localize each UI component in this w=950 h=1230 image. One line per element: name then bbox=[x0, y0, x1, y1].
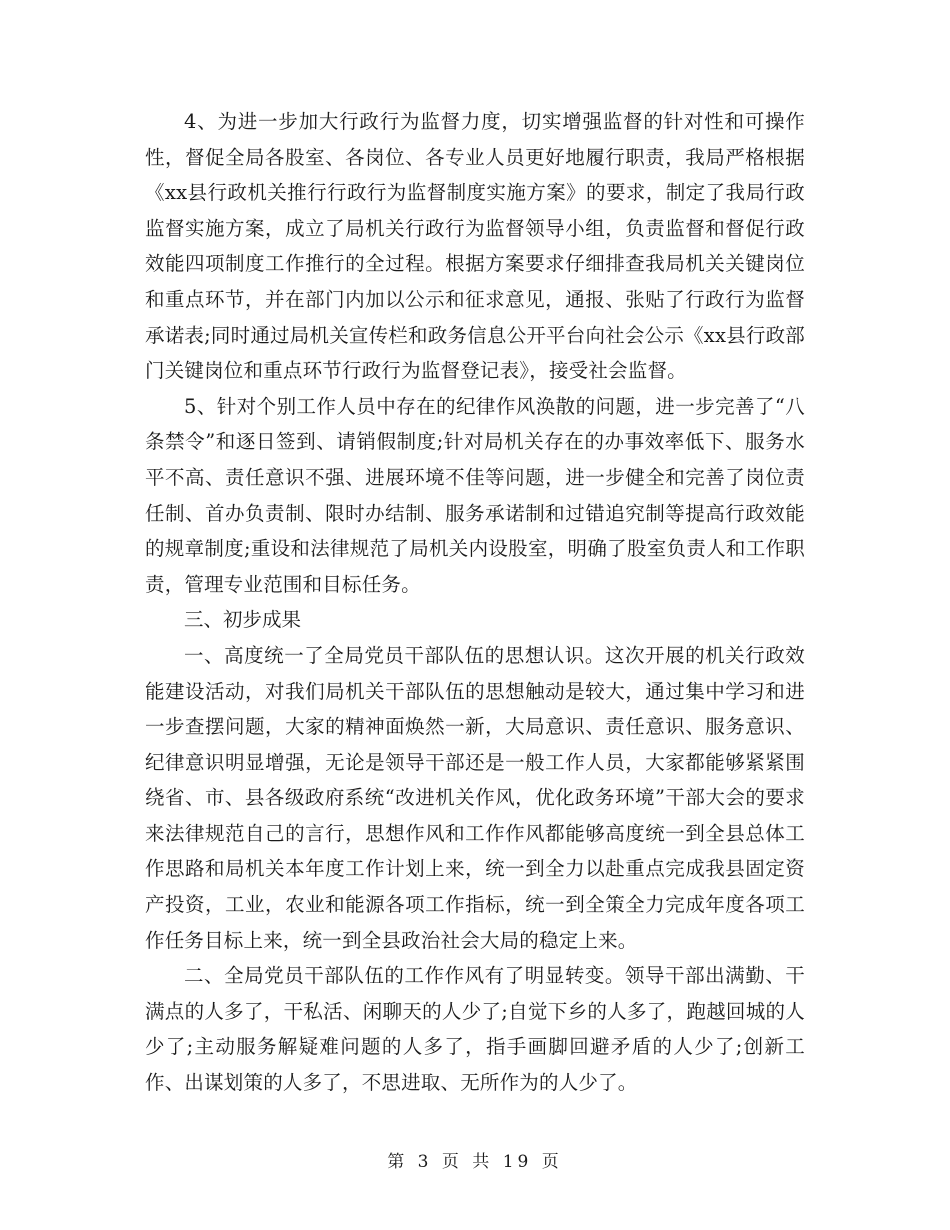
section-heading: 三、初步成果 bbox=[184, 608, 302, 632]
page-footer: 第 3 页 共 19 页 bbox=[387, 1152, 563, 1172]
paragraph-result-2: 二、全局党员干部队伍的工作作风有了明显转变。领导干部出满勤、干满点的人多了，干私活、闲聊天的人少了;自觉下乡的人多了，跑越回城的人少了;主动服务解疑难问题的人多了，指手画脚回避矛盾的人少了;创新工作、出谋划策的人多了，不思进取、无所作为的人少了。 bbox=[145, 964, 805, 1095]
document-page bbox=[145, 104, 805, 1101]
paragraph-4: 4、为进一步加大行政行为监督力度，切实增强监督的针对性和可操作性，督促全局各股室、各岗位、各专业人员更好地履行职责，我局严格根据《xx县行政机关推行行政行为监督制度实施方案》的要求，制定了我局行政监督实施方案，成立了局机关行政行为监督领导小组，负责监督和督促行政效能四项制度工作推行的全过程。根据方案要求仔细排查我局机关关键岗位和重点环节，并在部门内加以公示和征求意见，通报、张贴了行政行为监督承诺表;同时通过局机关宣传栏和政务信息公开平台向社会公示《xx县行政部门关键岗位和重点环节行政行为监督登记表》，接受社会监督。 bbox=[145, 110, 805, 383]
paragraph-result-1: 一、高度统一了全局党员干部队伍的思想认识。这次开展的机关行政效能建设活动，对我们局机关干部队伍的思想触动是较大，通过集中学习和进一步查摆问题，大家的精神面焕然一新，大局意识、责任意识、服务意识、纪律意识明显增强，无论是领导干部还是一般工作人员，大家都能够紧紧围绕省、市、县各级政府系统“改进机关作风，优化政务环境”干部大会的要求来法律规范自己的言行，思想作风和工作作风都能够高度统一到全县总体工作思路和局机关本年度工作计划上来，统一到全力以赴重点完成我县固定资产投资，工业，农业和能源各项工作指标，统一到全策全力完成年度各项工作任务目标上来，统一到全县政治社会大局的稳定上来。 bbox=[145, 643, 805, 952]
paragraph-5: 5、针对个别工作人员中存在的纪律作风涣散的问题，进一步完善了“八条禁令”和逐日签到、请销假制度;针对局机关存在的办事效率低下、服务水平不高、责任意识不强、进展环境不佳等问题，进一步健全和完善了岗位责任制、首办负责制、限时办结制、服务承诺制和过错追究制等提高行政效能的规章制度;重设和法律规范了局机关内设股室，明确了股室负责人和工作职责，管理专业范围和目标任务。 bbox=[145, 394, 805, 596]
